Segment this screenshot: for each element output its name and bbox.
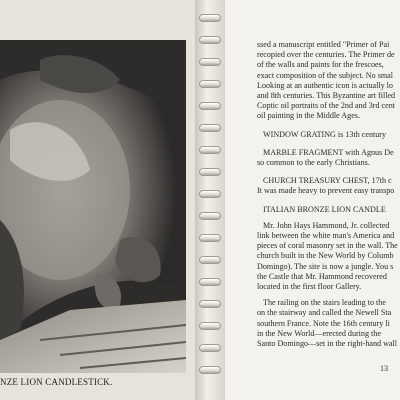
coil-ring <box>199 102 221 110</box>
text-line: oil painting in the Middle Ages. <box>257 111 360 121</box>
coil-ring <box>199 212 221 220</box>
text-line: recopied over the centuries. The Primer de <box>257 50 395 60</box>
text-line: and 8th centuries. This Byzantine art filled <box>257 91 396 101</box>
text-line: The railing on the stairs leading to the <box>263 298 386 308</box>
text-line: located in the first floor Gallery. <box>257 282 362 292</box>
coil-ring <box>199 58 221 66</box>
body-text <box>257 40 400 349</box>
text-line: the Castle that Mr. Hammond recovered <box>257 271 387 281</box>
photo-illustration <box>0 40 186 373</box>
coil-ring <box>199 190 221 198</box>
coil-ring <box>199 146 221 154</box>
text-line: in the New World—erected during the <box>257 328 381 338</box>
coil-ring <box>199 234 221 242</box>
section-heading: CHURCH TREASURY CHEST, 17th c <box>263 176 392 186</box>
coil-ring <box>199 256 221 264</box>
page-number: 13 <box>380 364 388 373</box>
coil-ring <box>199 124 221 132</box>
text-line: Mr. John Hays Hammond, Jr. collected <box>263 220 390 230</box>
coil-ring <box>199 278 221 286</box>
coil-ring <box>199 168 221 176</box>
section-heading: WINDOW GRATING is 13th century <box>263 129 387 139</box>
section-heading: ITALIAN BRONZE LION CANDLE <box>263 204 386 214</box>
text-line: Domingo). The site is now a jungle. You s <box>257 261 394 271</box>
section-heading: MARBLE FRAGMENT with Agnus De <box>263 147 394 157</box>
text-line: pieces of coral masonry set in the wall. The <box>257 241 398 251</box>
text-line: southern France. Note the 16th century li <box>257 318 390 328</box>
coil-ring <box>199 344 221 352</box>
coil-ring <box>199 322 221 330</box>
text-line: so common to the early Christians. <box>257 158 370 168</box>
right-page <box>225 0 400 400</box>
text-line: on the stairway and called the Newell Sta <box>257 308 392 318</box>
text-line: It was made heavy to prevent easy transpo <box>257 186 395 196</box>
text-line: church built in the New World by Columb <box>257 251 394 261</box>
coil-ring <box>199 14 221 22</box>
text-line: link between the white man's America and <box>257 231 395 241</box>
coil-ring <box>199 300 221 308</box>
coil-ring <box>199 366 221 374</box>
photograph-stone-staircase <box>0 40 186 373</box>
spiral-binding <box>195 0 225 400</box>
text-line: of the walls and paints for the frescoes, <box>257 60 384 70</box>
photo-caption: NZE LION CANDLESTICK. <box>0 377 113 387</box>
text-line: Coptic oil portraits of the 2nd and 3rd cent <box>257 101 396 111</box>
coil-ring <box>199 36 221 44</box>
text-line: ssed a manuscript entitled "Primer of Pai <box>257 40 390 49</box>
text-line: exact composition of the subject. No smal <box>257 70 393 80</box>
text-line: Looking at an authentic icon is actually lo <box>257 80 393 90</box>
coil-ring <box>199 80 221 88</box>
text-line: Santo Domingo—set in the right-hand wall <box>257 339 398 349</box>
